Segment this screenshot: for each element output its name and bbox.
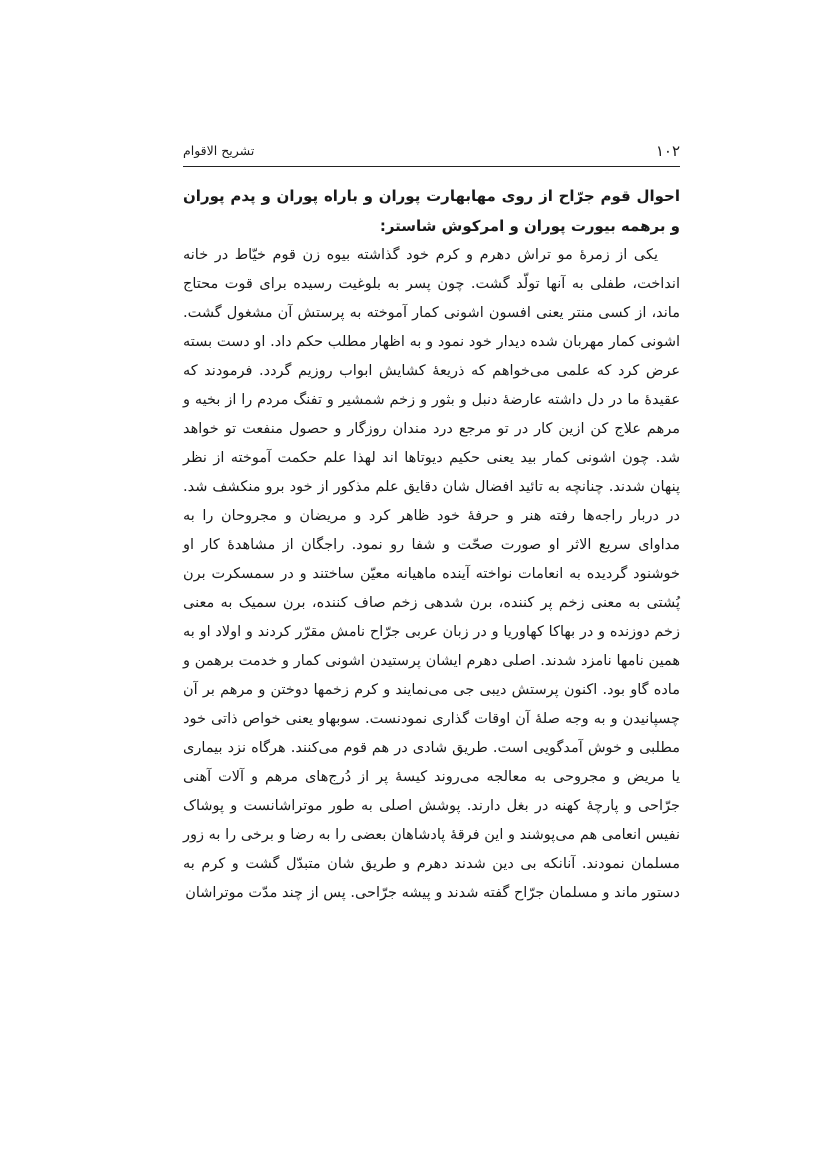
book-page (183, 140, 680, 923)
page-number: ۱۰۲ (655, 142, 680, 160)
section-heading: احوال قوم جرّاح از روی مهابهارت پوران و باراه پوران و پدم پوران و برهمه بیورت پوران و امرکوش شاستر: (183, 187, 680, 235)
body-paragraph: یکی از زمرهٔ مو تراش دهرم و کرم خود گذاشته بیوه زن قوم خیّاط در خانه انداخت، طفلی به آنها تولّد گشت. چون پسر به بلوغیت رسیده برای قوت محتاج ماند، از کسی منتر یعنی افسون اشونی کمار آموخته به پرستش آن مشغول گشت. اشونی کمار مهربان شده دیدار خود نمود و به اظهار مطلب حکم داد. او دست بسته عرض کرد که علمی می‌خواهم که ذریعهٔ کشایش ابواب روزیم گردد. فرمودند که عقیدهٔ ما در دل داشته عارضهٔ دنبل و بثور و زخم شمشیر و تفنگ مردم را از بخیه و مرهم علاج کن ازین کار در تو مرجع درد مندان روزگار و حصول منفعت تو خواهد شد. چون اشونی کمار بید یعنی حکیم دیوتاها اند لهذا علم حکمت آموخته از نظر پنهان شدند. چنانچه به تائید افضال شان دقایق علم مذکور از خود برو منکشف شد. در دربار راجه‌ها رفته هنر و حرفهٔ خود ظاهر کرد و مریضان و مجروحان را به مداوای سریع الاثر او صورت صحّت و شفا رو نمود. راجگان از مشاهدهٔ کار او خوشنود گردیده به انعامات نواخته آینده ماهیانه معیّن ساختند و در سمسکرت برن پُشتی به معنی زخم پر کننده، برن شدهی زخم صاف کننده، برن سمیک به معنی زخم دوزنده و در بهاکا کهاوریا و در زبان عربی جرّاح نامش مقرّر کردند و اولاد او به همین نامها نامزد شدند. اصلی دهرم ایشان پرستیدن اشونی کمار و خدمت برهمن و ماده گاو بود. اکنون پرستش دیبی جی می‌نمایند و کرم زخمها دوختن و مرهم بر آن چسپانیدن و به وجه صلهٔ آن اوقات گذاری نمودنست. سوبهاو یعنی خواص ذاتی خود مطلبی و خوش آمدگویی است. طریق شادی در هم قوم می‌کنند. هرگاه نزد بیماری یا مریض و مجروحی به معالجه می‌روند کیسهٔ پر از دُرج‌های مرهم و آلات آهنی جرّاحی و پارچهٔ کهنه در بغل دارند. پوشش اصلی به طور موتراشانست و پوشاک نفیس انعامی هم می‌پوشند و این فرقهٔ پادشاهان بعضی را به رضا و برخی را به زور مسلمان نمودند. آنانکه بی دین شدند دهرم و طریق شان متبدّل گشت و کرم به دستور ماند و مسلمان جرّاح گفته شدند و پیشه جرّاحی. پس از چند مدّت موتراشان (183, 247, 680, 901)
page-header (183, 140, 680, 167)
running-title: تشریح الاقوام (183, 143, 255, 158)
